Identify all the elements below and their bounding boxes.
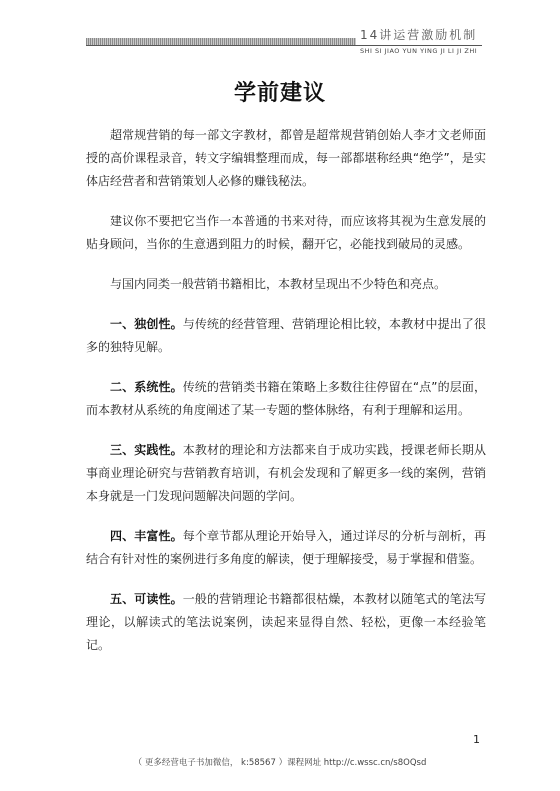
paragraph-text: 超常规营销的每一部文字教材，都曾是超常规营销创始人李才文老师面授的高价课程录音，转文字编辑整理而成，每一部都堪称经典“绝学”，是实体店经营者和营销策划人必修的赚钱秘法。 bbox=[86, 128, 486, 188]
header-decorative-band bbox=[86, 38, 356, 45]
paragraph-advice bbox=[86, 210, 486, 256]
page-number: 1 bbox=[473, 733, 480, 746]
feature-heading: 二、系统性。 bbox=[110, 380, 183, 394]
header-series-title: 14讲运营激励机制 bbox=[360, 28, 478, 42]
feature-text: 本教材的理论和方法都来自于成功实践，授课老师长期从事商业理论研究与营销教育培训，有机会发现和了解更多一线的案例，营销本身就是一门发现问题解决问题的学问。 bbox=[86, 443, 486, 503]
feature-practicality bbox=[86, 439, 486, 508]
feature-text: 与传统的经营管理、营销理论相比较，本教材中提出了很多的独特见解。 bbox=[86, 317, 486, 354]
feature-text: 每个章节都从理论开始导入，通过详尽的分析与剖析，再结合有针对性的案例进行多角度的解读，便于理解接受，易于掌握和借鉴。 bbox=[86, 529, 486, 566]
feature-originality bbox=[86, 313, 486, 359]
feature-richness bbox=[86, 525, 486, 571]
paragraph-text: 与国内同类一般营销书籍相比，本教材呈现出不少特色和亮点。 bbox=[110, 277, 447, 291]
feature-heading: 四、丰富性。 bbox=[110, 529, 183, 543]
feature-heading: 一、独创性。 bbox=[110, 317, 183, 331]
feature-systematic bbox=[86, 376, 486, 422]
feature-heading: 三、实践性。 bbox=[110, 443, 183, 457]
footer-note: （ 更多经营电子书加微信， k:58567 ）课程网址 http://c.wssc.cn/s8OQsd bbox=[133, 758, 427, 768]
paragraph-text: 建议你不要把它当作一本普通的书来对待，而应该将其视为生意发展的贴身顾问，当你的生意遇到阻力的时候，翻开它，必能找到破局的灵感。 bbox=[86, 214, 486, 251]
feature-heading: 五、可读性。 bbox=[110, 592, 183, 606]
feature-text: 一般的营销理论书籍都很枯燥，本教材以随笔式的笔法写理论，以解读式的笔法说案例，读起来显得自然、轻松，更像一本经验笔记。 bbox=[86, 592, 486, 652]
page-title: 学前建议 bbox=[233, 81, 326, 106]
feature-readability bbox=[86, 588, 486, 657]
feature-text: 传统的营销类书籍在策略上多数往往停留在“点”的层面，而本教材从系统的角度阐述了某一专题的整体脉络，有利于理解和运用。 bbox=[86, 380, 486, 417]
paragraph-intro bbox=[86, 124, 486, 193]
header-pinyin: SHI SI JIAO YUN YING JI LI JI ZHI bbox=[360, 47, 478, 55]
header-rule bbox=[86, 45, 482, 46]
paragraph-comparison bbox=[86, 273, 486, 296]
body-content bbox=[86, 124, 486, 674]
